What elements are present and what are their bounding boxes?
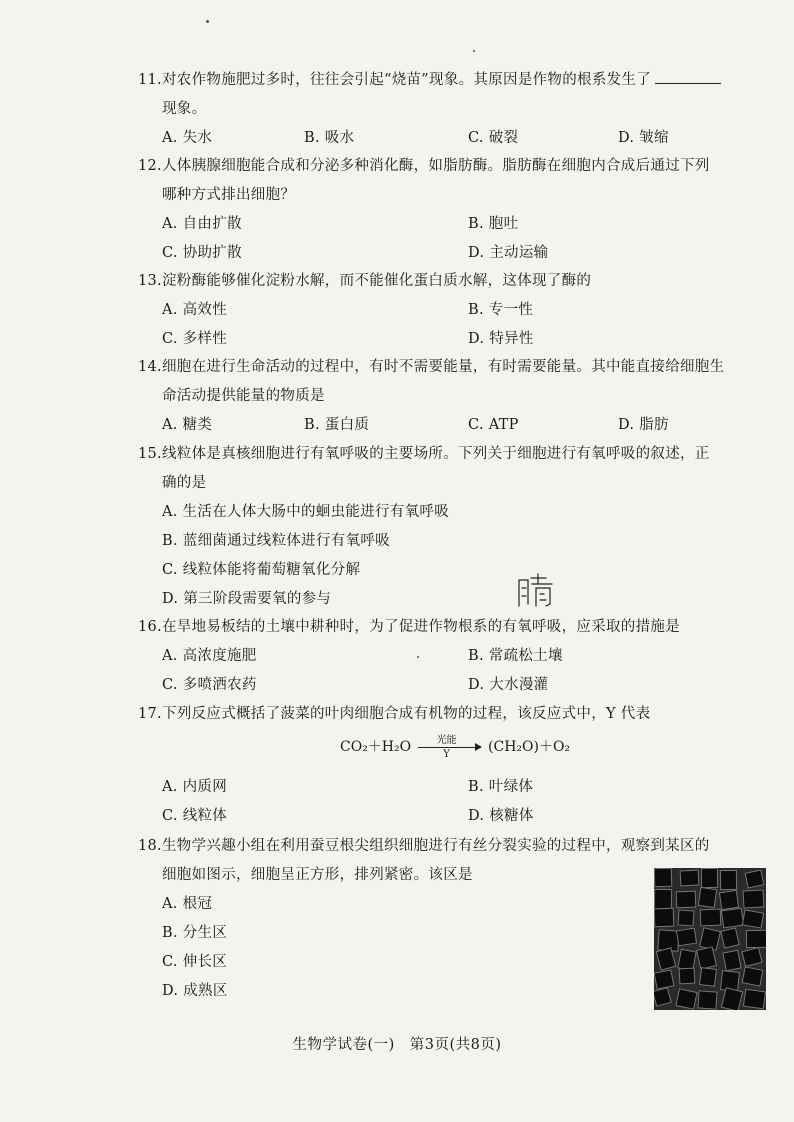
reactants: CO₂＋H₂O bbox=[340, 739, 412, 755]
reaction-arrow bbox=[418, 735, 482, 760]
option-b: B. 专一性 bbox=[468, 302, 534, 318]
cell-shape bbox=[654, 908, 674, 928]
answer-blank bbox=[655, 69, 721, 84]
question-stem-cont: 现象。 bbox=[162, 101, 207, 117]
cell-shape bbox=[720, 870, 737, 890]
question-stem: 人体胰腺细胞能合成和分泌多种消化酶，如脂肪酶。脂肪酶在细胞内合成后通过下列 bbox=[162, 158, 710, 174]
question-17 bbox=[138, 700, 764, 729]
option-c: C. 线粒体 bbox=[162, 808, 228, 824]
arrow-label-below: Y bbox=[443, 749, 450, 760]
question-number: 12. bbox=[138, 158, 162, 174]
root-tip-micrograph-image bbox=[654, 868, 766, 1010]
option-b: B. 分生区 bbox=[162, 925, 228, 941]
option-row bbox=[138, 325, 764, 354]
question-number: 16. bbox=[138, 619, 162, 635]
products: (CH₂O)＋O₂ bbox=[488, 739, 571, 755]
cell-shape bbox=[700, 909, 722, 927]
option-row bbox=[138, 802, 764, 831]
cell-shape bbox=[742, 966, 764, 986]
option-c: C. 多喷洒农药 bbox=[162, 677, 257, 693]
scan-speck bbox=[206, 20, 209, 23]
cell-shape bbox=[698, 887, 717, 908]
option-a: A. 自由扩散 bbox=[162, 216, 242, 232]
question-stem-cont: 细胞如图示，细胞呈正方形，排列紧密。该区是 bbox=[162, 867, 473, 883]
cell-shape bbox=[720, 927, 740, 948]
option-row bbox=[138, 411, 764, 440]
cell-shape bbox=[676, 928, 697, 947]
question-number: 13. bbox=[138, 273, 162, 289]
question-number: 18. bbox=[138, 838, 162, 854]
option-a: A. 高浓度施肥 bbox=[162, 648, 257, 664]
cell-shape bbox=[719, 890, 739, 910]
question-16 bbox=[138, 613, 764, 700]
option-row bbox=[138, 210, 764, 239]
arrow-label-above: 光能 bbox=[436, 735, 457, 746]
option-a: A. 高效性 bbox=[162, 302, 227, 318]
cell-shape bbox=[743, 889, 765, 908]
question-14 bbox=[138, 353, 764, 440]
scan-speck bbox=[417, 656, 419, 658]
question-15 bbox=[138, 440, 764, 614]
cell-shape bbox=[741, 947, 762, 967]
question-stem: 淀粉酶能够催化淀粉水解，而不能催化蛋白质水解，这体现了酶的 bbox=[162, 273, 592, 289]
cell-shape bbox=[677, 909, 694, 926]
option-d: D. 第三阶段需要氧的参与 bbox=[162, 591, 332, 607]
cell-shape bbox=[722, 950, 741, 972]
option-d: D. 大水漫灌 bbox=[468, 677, 549, 693]
question-stem: 细胞在进行生命活动的过程中，有时不需要能量，有时需要能量。其中能直接给细胞生 bbox=[162, 359, 725, 375]
reaction-equation bbox=[340, 735, 571, 760]
cell-shape bbox=[679, 968, 696, 985]
option-a: A. 糖类 bbox=[162, 417, 213, 433]
question-11 bbox=[138, 66, 764, 153]
option-c: C. 多样性 bbox=[162, 331, 228, 347]
question-stem: 在旱地易板结的土壤中耕种时，为了促进作物根系的有氧呼吸，应采取的措施是 bbox=[162, 619, 680, 635]
scan-speck bbox=[473, 50, 475, 52]
question-12 bbox=[138, 152, 764, 268]
option-c: C. 破裂 bbox=[468, 130, 519, 146]
cell-shape bbox=[675, 988, 697, 1010]
option-c: C. ATP bbox=[468, 417, 519, 433]
option-a: A. 根冠 bbox=[162, 896, 213, 912]
page-footer: 生物学试卷(一) 第3页(共8页) bbox=[292, 1037, 502, 1053]
question-stem: 生物学兴趣小组在利用蚕豆根尖组织细胞进行有丝分裂实验的过程中，观察到某区的 bbox=[162, 838, 710, 854]
option-d: D. 特异性 bbox=[468, 331, 534, 347]
cell-shape bbox=[701, 868, 718, 888]
question-17-options bbox=[138, 773, 764, 831]
cell-shape bbox=[654, 969, 674, 989]
cell-shape bbox=[743, 989, 766, 1010]
question-stem-cont: 确的是 bbox=[162, 475, 207, 491]
option-row bbox=[138, 124, 764, 153]
cell-shape bbox=[654, 868, 672, 887]
option-b: B. 叶绿体 bbox=[468, 779, 534, 795]
option-row bbox=[138, 642, 764, 671]
cell-shape bbox=[697, 990, 717, 1009]
question-stem: 线粒体是真核细胞进行有氧呼吸的主要场所。下列关于细胞进行有氧呼吸的叙述，正 bbox=[162, 446, 710, 462]
cell-shape bbox=[746, 930, 766, 948]
handwriting-drawing bbox=[516, 572, 556, 610]
option-b: B. 常疏松土壤 bbox=[468, 648, 563, 664]
question-stem-cont: 哪种方式排出细胞？ bbox=[162, 187, 296, 203]
option-a: A. 失水 bbox=[162, 130, 213, 146]
option-b: B. 蓝细菌通过线粒体进行有氧呼吸 bbox=[162, 533, 390, 549]
option-c: C. 线粒体能将葡萄糖氧化分解 bbox=[162, 562, 361, 578]
cell-shape bbox=[721, 908, 744, 929]
option-b: B. 蛋白质 bbox=[304, 417, 370, 433]
cell-shape bbox=[699, 967, 717, 987]
cell-shape bbox=[742, 909, 764, 928]
cell-shape bbox=[680, 870, 700, 887]
question-number: 15. bbox=[138, 446, 162, 462]
option-a: A. 内质网 bbox=[162, 779, 227, 795]
option-row bbox=[138, 773, 764, 802]
question-stem: 下列反应式概括了菠菜的叶肉细胞合成有机物的过程，该反应式中，Y 代表 bbox=[162, 706, 651, 722]
option-d: D. 主动运输 bbox=[468, 245, 549, 261]
option-row bbox=[138, 671, 764, 700]
option-c: C. 伸长区 bbox=[162, 954, 228, 970]
option-d: D. 皱缩 bbox=[618, 130, 669, 146]
question-number: 11. bbox=[138, 72, 162, 88]
cell-shape bbox=[654, 987, 672, 1007]
question-13 bbox=[138, 267, 764, 354]
option-d: D. 核糖体 bbox=[468, 808, 534, 824]
cell-shape bbox=[676, 891, 697, 909]
option-c: C. 协助扩散 bbox=[162, 245, 242, 261]
cell-shape bbox=[745, 869, 765, 888]
handwritten-annotation bbox=[516, 572, 556, 614]
question-number: 17. bbox=[138, 706, 162, 722]
question-stem-cont: 命活动提供能量的物质是 bbox=[162, 388, 325, 404]
option-row bbox=[138, 296, 764, 325]
cell-shape bbox=[721, 987, 744, 1010]
option-a: A. 生活在人体大肠中的蛔虫能进行有氧呼吸 bbox=[162, 504, 449, 520]
question-stem: 对农作物施肥过多时，往往会引起“烧苗”现象。其原因是作物的根系发生了 bbox=[162, 72, 652, 88]
option-d: D. 脂肪 bbox=[618, 417, 669, 433]
question-number: 14. bbox=[138, 359, 162, 375]
option-b: B. 吸水 bbox=[304, 130, 355, 146]
option-b: B. 胞吐 bbox=[468, 216, 519, 232]
option-d: D. 成熟区 bbox=[162, 983, 228, 999]
option-row bbox=[138, 239, 764, 268]
